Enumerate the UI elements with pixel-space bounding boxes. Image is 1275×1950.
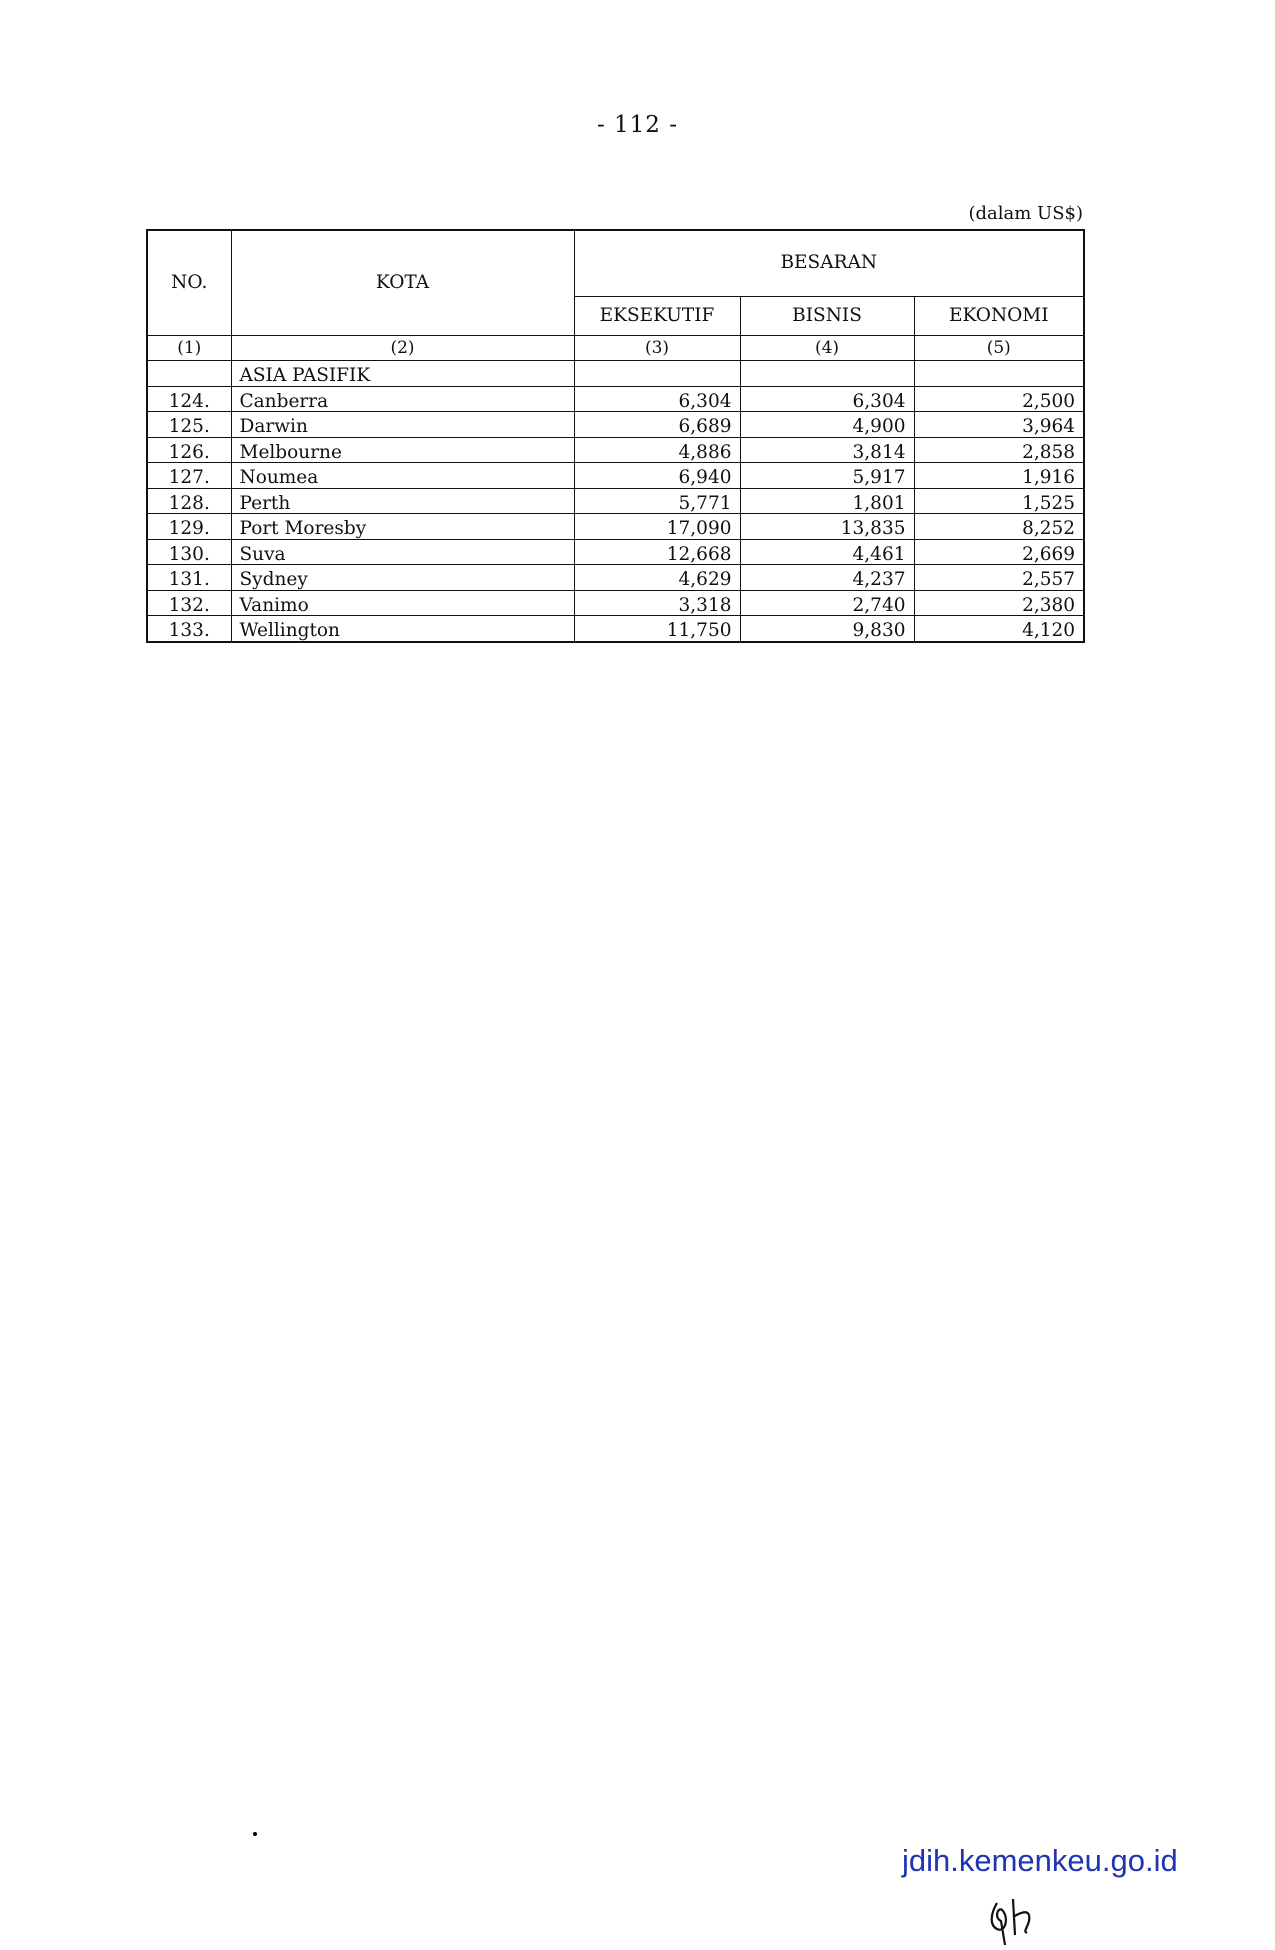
- city-name: Noumea: [231, 463, 574, 489]
- city-name: Sydney: [231, 565, 574, 591]
- row-number: 129.: [147, 514, 231, 540]
- header-no: NO.: [147, 230, 231, 336]
- bisnis-value: 5,917: [740, 463, 914, 489]
- city-name: Perth: [231, 488, 574, 514]
- header-bisnis: BISNIS: [740, 296, 914, 335]
- handwritten-initials: [983, 1895, 1063, 1950]
- table-row: [147, 565, 1084, 591]
- footer-website: jdih.kemenkeu.go.id: [902, 1843, 1178, 1878]
- ekonomi-value: 2,858: [914, 437, 1084, 463]
- ekonomi-value: 2,557: [914, 565, 1084, 591]
- ekonomi-value: 2,500: [914, 386, 1084, 412]
- bisnis-value: 6,304: [740, 386, 914, 412]
- column-index-row: [147, 336, 1084, 361]
- ekonomi-value: 3,964: [914, 412, 1084, 438]
- bisnis-value: 2,740: [740, 590, 914, 616]
- eksekutif-value: 11,750: [574, 616, 740, 642]
- scan-speck: [253, 1832, 257, 1836]
- row-number: 124.: [147, 386, 231, 412]
- header-eksekutif: EKSEKUTIF: [574, 296, 740, 335]
- row-number: 126.: [147, 437, 231, 463]
- region-row: [147, 361, 1084, 387]
- header-row: [147, 230, 1084, 296]
- table-row: [147, 437, 1084, 463]
- bisnis-value: 3,814: [740, 437, 914, 463]
- header-kota: KOTA: [231, 230, 574, 336]
- table-row: [147, 514, 1084, 540]
- ekonomi-value: 2,380: [914, 590, 1084, 616]
- ekonomi-value: 4,120: [914, 616, 1084, 642]
- eksekutif-value: 4,629: [574, 565, 740, 591]
- table-row: [147, 463, 1084, 489]
- eksekutif-value: 17,090: [574, 514, 740, 540]
- row-number: 125.: [147, 412, 231, 438]
- page-number: - 112 -: [596, 112, 679, 138]
- column-index: (5): [914, 336, 1084, 361]
- row-number: 130.: [147, 539, 231, 565]
- row-number: 131.: [147, 565, 231, 591]
- eksekutif-value: 5,771: [574, 488, 740, 514]
- table-row: [147, 590, 1084, 616]
- row-number: 132.: [147, 590, 231, 616]
- ekonomi-value: 1,525: [914, 488, 1084, 514]
- city-name: Canberra: [231, 386, 574, 412]
- eksekutif-value: 6,689: [574, 412, 740, 438]
- eksekutif-value: 3,318: [574, 590, 740, 616]
- bisnis-value: 4,237: [740, 565, 914, 591]
- ekonomi-value: 1,916: [914, 463, 1084, 489]
- row-number: 127.: [147, 463, 231, 489]
- header-besaran: BESARAN: [574, 230, 1084, 296]
- region-empty-cell: [914, 361, 1084, 387]
- column-index: (2): [231, 336, 574, 361]
- eksekutif-value: 12,668: [574, 539, 740, 565]
- column-index: (1): [147, 336, 231, 361]
- table-row: [147, 412, 1084, 438]
- city-name: Wellington: [231, 616, 574, 642]
- region-name: ASIA PASIFIK: [231, 361, 574, 387]
- eksekutif-value: 4,886: [574, 437, 740, 463]
- region-empty-cell: [740, 361, 914, 387]
- table-row: [147, 539, 1084, 565]
- region-no-cell: [147, 361, 231, 387]
- ekonomi-value: 8,252: [914, 514, 1084, 540]
- ekonomi-value: 2,669: [914, 539, 1084, 565]
- travel-cost-table: [146, 229, 1085, 643]
- eksekutif-value: 6,304: [574, 386, 740, 412]
- city-name: Vanimo: [231, 590, 574, 616]
- table-row: [147, 488, 1084, 514]
- bisnis-value: 9,830: [740, 616, 914, 642]
- row-number: 133.: [147, 616, 231, 642]
- city-name: Darwin: [231, 412, 574, 438]
- table-row: [147, 616, 1084, 642]
- table-body: [147, 336, 1084, 642]
- city-name: Suva: [231, 539, 574, 565]
- bisnis-value: 4,900: [740, 412, 914, 438]
- bisnis-value: 4,461: [740, 539, 914, 565]
- bisnis-value: 1,801: [740, 488, 914, 514]
- region-empty-cell: [574, 361, 740, 387]
- column-index: (4): [740, 336, 914, 361]
- table-row: [147, 386, 1084, 412]
- city-name: Port Moresby: [231, 514, 574, 540]
- header-ekonomi: EKONOMI: [914, 296, 1084, 335]
- currency-unit-note: (dalam US$): [968, 203, 1083, 224]
- column-index: (3): [574, 336, 740, 361]
- eksekutif-value: 6,940: [574, 463, 740, 489]
- city-name: Melbourne: [231, 437, 574, 463]
- bisnis-value: 13,835: [740, 514, 914, 540]
- row-number: 128.: [147, 488, 231, 514]
